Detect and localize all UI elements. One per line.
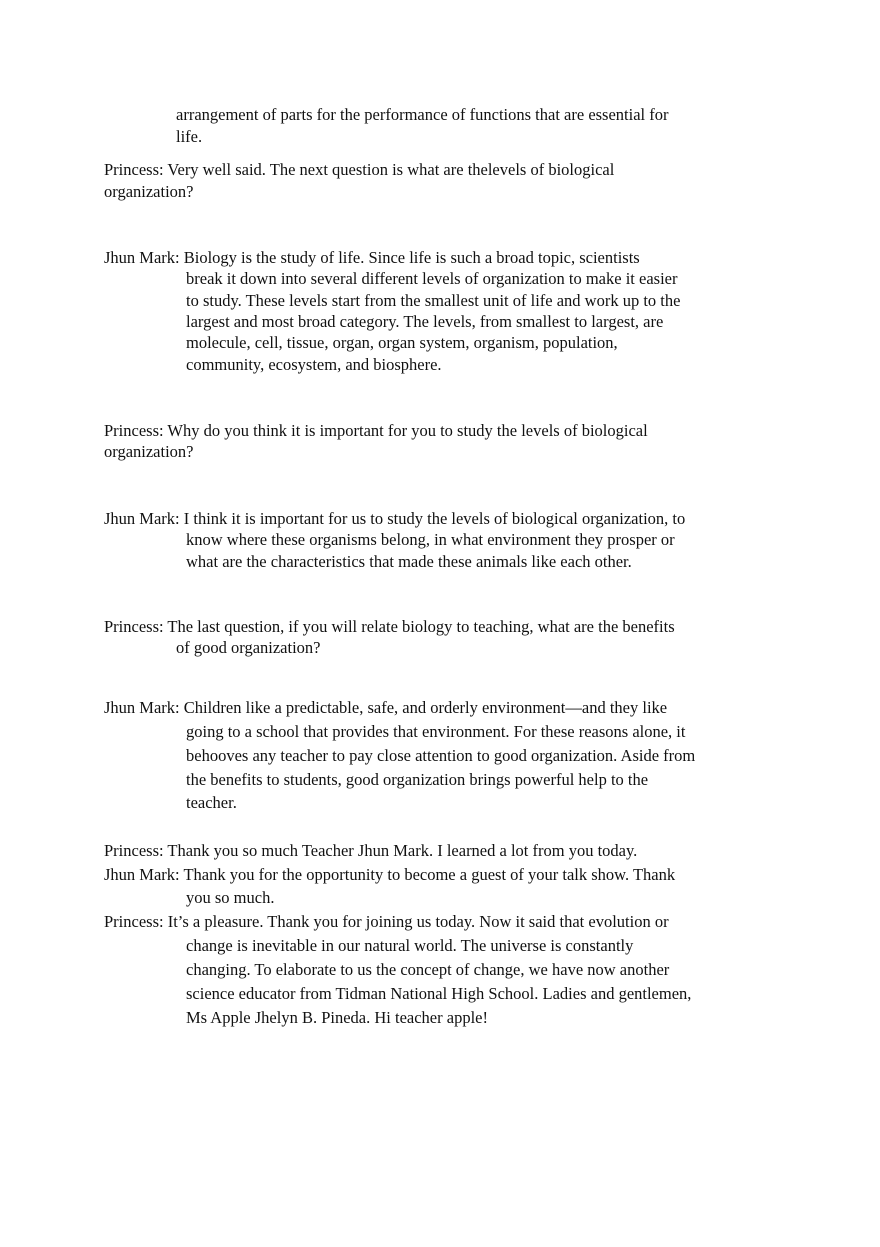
text-line: you so much.	[186, 888, 275, 907]
dialogue-line-princess: Princess: Very well said. The next question is what are thelevels of biological	[104, 160, 615, 179]
text-line: life.	[176, 127, 203, 146]
dialogue-line-princess: Princess: Why do you think it is important for you to study the levels of biological	[104, 421, 648, 440]
text-line: organization?	[104, 442, 194, 461]
dialogue-line-princess: Princess: The last question, if you will relate biology to teaching, what are the benefits	[104, 617, 675, 636]
text-line: of good organization?	[176, 638, 321, 657]
text-line: molecule, cell, tissue, organ, organ system, organism, population,	[186, 333, 618, 352]
dialogue-line-princess: Princess: It’s a pleasure. Thank you for joining us today. Now it said that evolution or	[104, 912, 669, 931]
text-line: know where these organisms belong, in what environment they prosper or	[186, 530, 675, 549]
text-line: behooves any teacher to pay close attention to good organization. Aside from	[186, 746, 696, 765]
text-line: arrangement of parts for the performance of functions that are essential for	[176, 105, 669, 124]
text-line: changing. To elaborate to us the concept of change, we have now another	[186, 960, 670, 979]
text-line: teacher.	[186, 793, 237, 812]
dialogue-line-princess: Princess: Thank you so much Teacher Jhun Mark. I learned a lot from you today.	[104, 841, 638, 860]
dialogue-line-jhun-mark: Jhun Mark: Children like a predictable, safe, and orderly environment—and they like	[104, 698, 668, 717]
dialogue-line-jhun-mark: Jhun Mark: Thank you for the opportunity to become a guest of your talk show. Thank	[104, 865, 676, 884]
text-line: largest and most broad category. The levels, from smallest to largest, are	[186, 312, 664, 331]
dialogue-line-jhun-mark: Jhun Mark: Biology is the study of life. Since life is such a broad topic, scientists	[104, 248, 640, 267]
text-line: break it down into several different levels of organization to make it easier	[186, 269, 678, 288]
text-line: change is inevitable in our natural world. The universe is constantly	[186, 936, 634, 955]
text-line: organization?	[104, 182, 194, 201]
text-line: science educator from Tidman National High School. Ladies and gentlemen,	[186, 984, 692, 1003]
dialogue-line-jhun-mark: Jhun Mark: I think it is important for us to study the levels of biological organization, to	[104, 509, 686, 528]
text-line: to study. These levels start from the smallest unit of life and work up to the	[186, 291, 681, 310]
text-line: going to a school that provides that environment. For these reasons alone, it	[186, 722, 686, 741]
text-line: what are the characteristics that made these animals like each other.	[186, 552, 632, 571]
text-line: Ms Apple Jhelyn B. Pineda. Hi teacher apple!	[186, 1008, 488, 1027]
text-line: the benefits to students, good organization brings powerful help to the	[186, 770, 649, 789]
text-line: community, ecosystem, and biosphere.	[186, 355, 442, 374]
